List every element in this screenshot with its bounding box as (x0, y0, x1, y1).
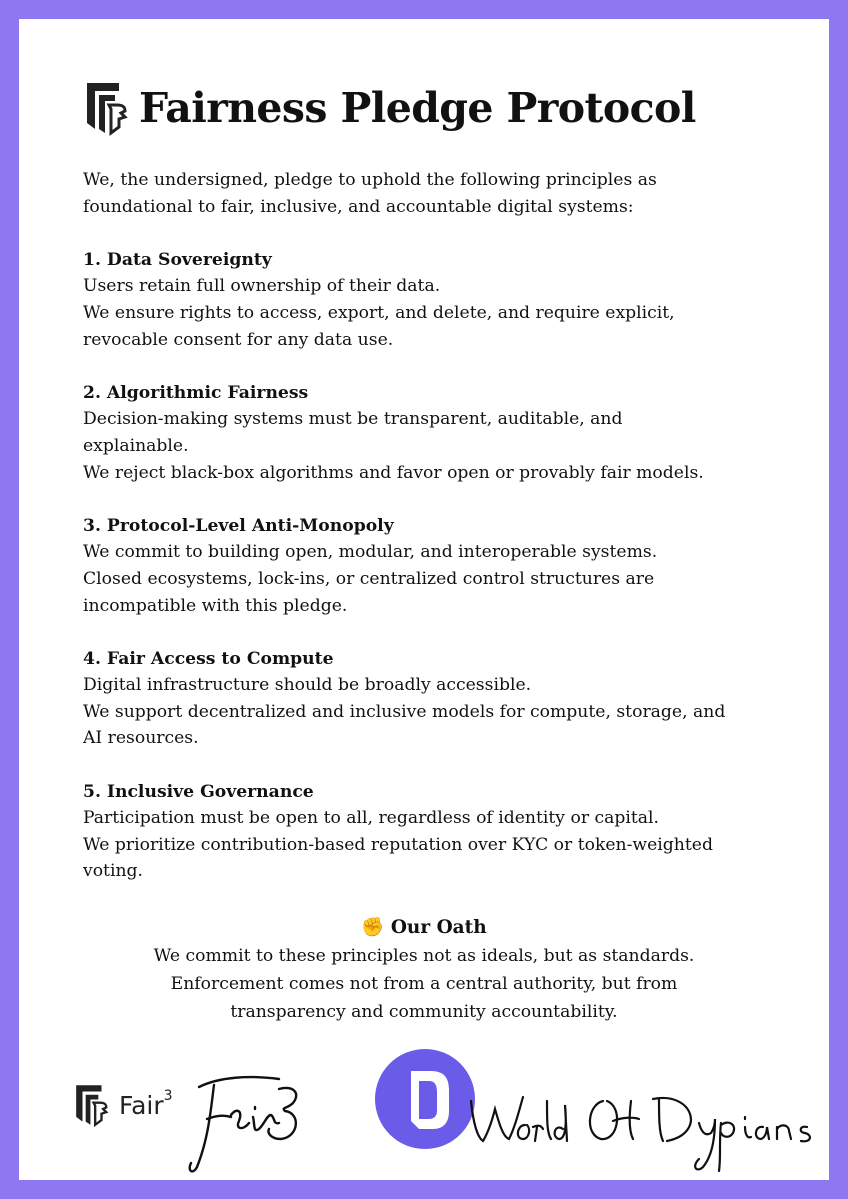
oath-section (19, 914, 829, 1026)
principle-heading: 3. Protocol-Level Anti-Monopoly (83, 515, 394, 536)
principle-algorithmic-fairness: 2. Algorithmic Fairness Decision-making systems must be transparent, auditable, and explainable. We reject black-box algorithms and favor open or provably fair models. (83, 380, 783, 486)
principle-heading: 4. Fair Access to Compute (83, 648, 334, 669)
oath-line: Enforcement comes not from a central authority, but from (170, 974, 678, 994)
principle-heading: 1. Data Sovereignty (83, 249, 272, 270)
pledge-page (19, 19, 829, 1180)
principle-heading: 2. Algorithmic Fairness (83, 382, 309, 403)
fair3-signature (169, 1067, 309, 1177)
principle-data-sovereignty: 1. Data Sovereignty Users retain full ownership of their data. We ensure rights to access, export, and delete, and require explicit, revocable consent for any data use. (83, 247, 783, 353)
intro-paragraph: We, the undersigned, pledge to uphold the following principles as foundational to fair, inclusive, and accountable digital systems: (83, 170, 657, 217)
principle-inclusive-governance: 5. Inclusive Governance Participation must be open to all, regardless of identity or capital. We prioritize contribution-based reputation over KYC or token-weighted voting. (83, 779, 783, 885)
page-title: Fairness Pledge Protocol (139, 84, 696, 132)
raised-fist-icon: ✊ (361, 917, 385, 938)
dypians-d-icon (375, 1049, 475, 1149)
fair3-brand (73, 1081, 173, 1129)
title-row (83, 79, 696, 137)
fair3-logo-icon (73, 1081, 111, 1129)
pledge-body (83, 167, 783, 912)
oath-title: ✊ Our Oath (361, 917, 487, 938)
oath-line: transparency and community accountability. (230, 1002, 618, 1022)
oath-line: We commit to these principles not as ideals, but as standards. (153, 946, 695, 966)
world-of-dypians-signature (463, 1071, 833, 1181)
principle-anti-monopoly: 3. Protocol-Level Anti-Monopoly We commit to building open, modular, and interoperable systems. Closed ecosystems, lock-ins, or centralized control structures are incompatible with this pledge. (83, 513, 783, 619)
fair3-logo-icon (83, 79, 131, 137)
fair3-wordmark: Fair$^3$ (119, 1088, 173, 1120)
principle-fair-access-compute: 4. Fair Access to Compute Digital infrastructure should be broadly accessible. We support decentralized and inclusive models for compute, storage, and AI resources. (83, 646, 783, 752)
principle-heading: 5. Inclusive Governance (83, 781, 314, 802)
world-of-dypians-logo (375, 1049, 475, 1149)
